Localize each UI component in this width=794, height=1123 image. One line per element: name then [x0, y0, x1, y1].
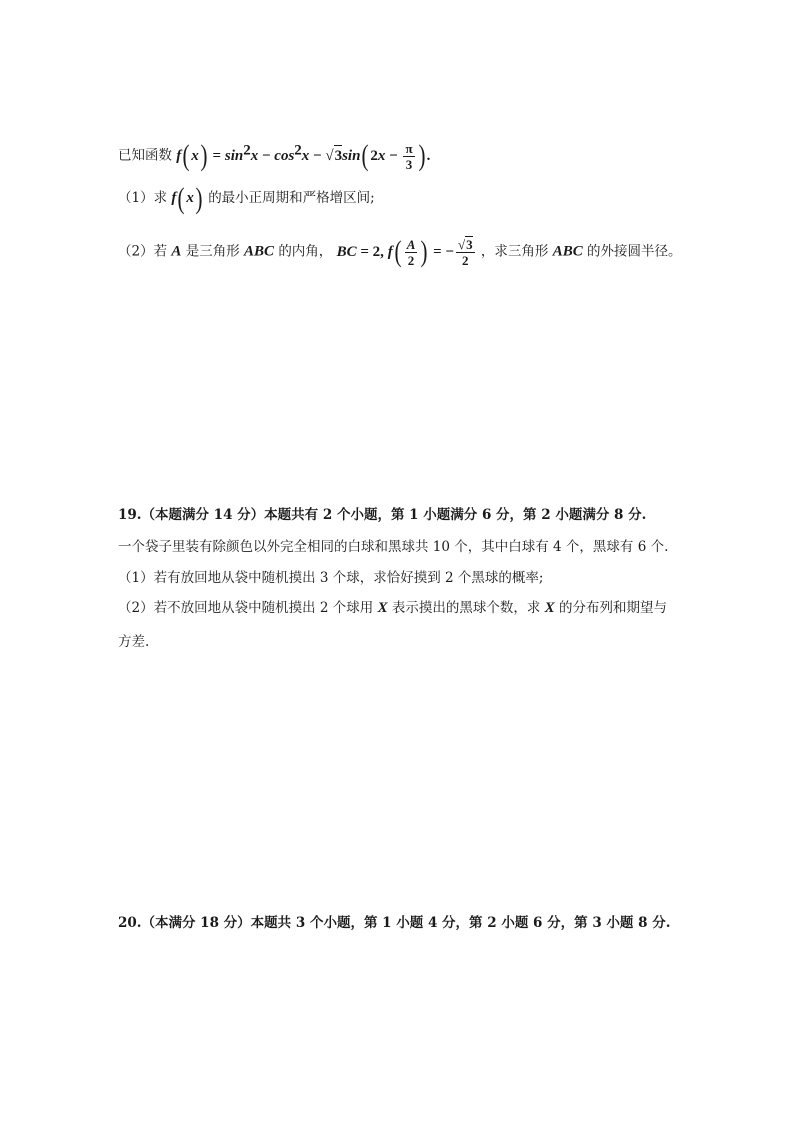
problem18-intro-text: 已知函数 [118, 147, 172, 164]
triangle-abc-symbol-2: ABC [552, 243, 583, 260]
problem20-heading: 20.（本满分 18 分）本题共 3 个小题，第 1 小题 4 分，第 2 小题 6 分，第 3 小题 8 分. [118, 915, 671, 931]
variable-x-symbol: X [377, 600, 388, 616]
problem18-part2-end: 的外接圆半径。 [587, 243, 682, 260]
problem19-part2-continuation: 方差. [118, 634, 150, 650]
problem19-part2-a: （2）若不放回地从袋中随机摸出 2 个球用 [118, 600, 374, 616]
function-definition-formula: f( $x) = \sin^2x - \cos^2x - √3\sin$( 2x − $\frac{\pi}{3}$ ) . [176, 139, 431, 172]
problem19-intro: 一个袋子里装有除颜色以外完全相同的白球和黑球共 10 个，其中白球有 4 个，黑球有 6 个. [118, 539, 669, 555]
condition-formula: BC = 2, f( $\frac{A}{2}$ ) = − $\frac{√3}{2}$ [336, 235, 473, 268]
fx-formula: f( x) [171, 181, 203, 215]
problem18-part1-prefix: （1）求 [118, 190, 168, 206]
problem18-part1-suffix: 的最小正周期和严格增区间; [208, 190, 375, 206]
problem18-part2-mid: 是三角形 [185, 243, 240, 260]
problem18-part1-line [118, 181, 375, 215]
problem18-part2-line [118, 236, 682, 268]
problem19-part2-c: 的分布列和期望与 [558, 600, 667, 616]
triangle-abc-symbol: ABC [244, 243, 275, 260]
problem19-part1: （1）若有放回地从袋中随机摸出 3 个球，求恰好摸到 2 个黑球的概率; [118, 570, 544, 586]
problem18-part2-mid2: 的内角， [278, 243, 333, 260]
angle-a-symbol: A [171, 243, 182, 260]
problem18-part2-suffix: ，求三角形 [480, 243, 549, 260]
problem19-part2-line [118, 598, 667, 618]
variable-x-symbol-2: X [544, 600, 555, 616]
problem19-part2-b: 表示摸出的黑球个数，求 [391, 600, 541, 616]
problem18-intro-line [118, 140, 430, 172]
problem18-part2-prefix: （2）若 [118, 243, 168, 260]
problem19-heading: 19.（本题满分 14 分）本题共有 2 个小题，第 1 小题满分 6 分，第 2 小题满分 8 分. [118, 507, 647, 523]
